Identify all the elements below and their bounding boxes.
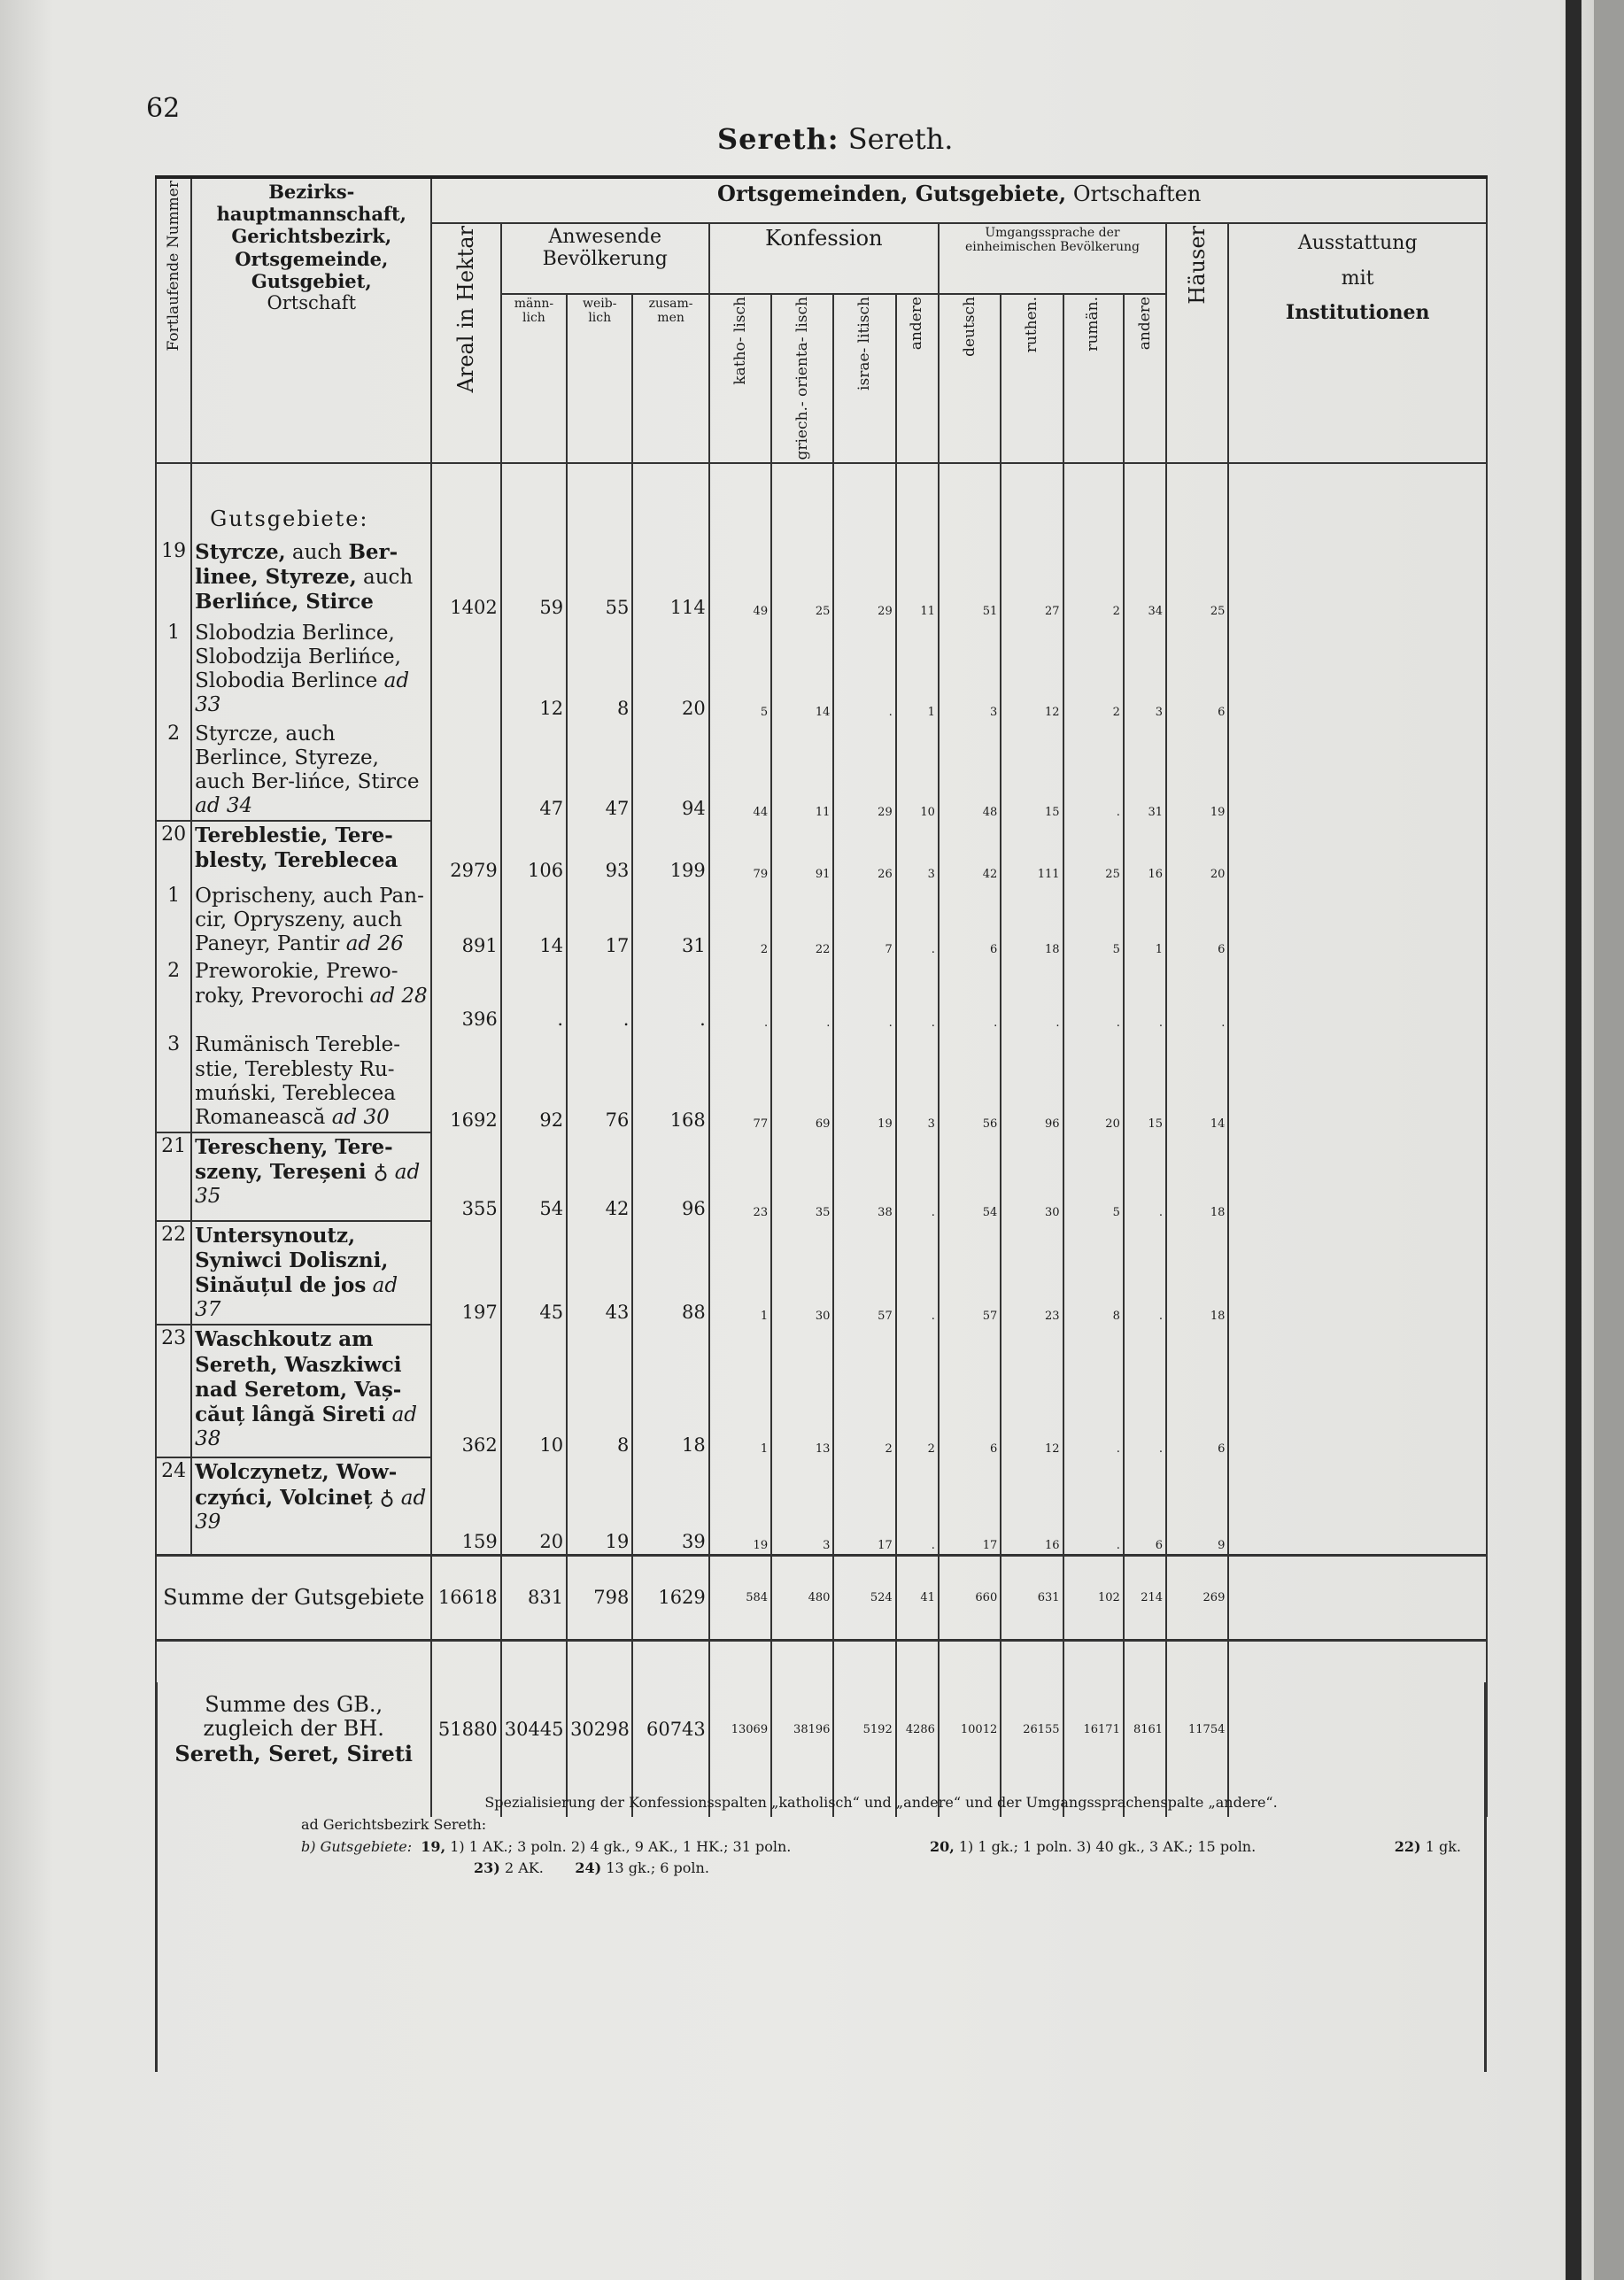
cell-haeuser: 9 [1166,1457,1228,1555]
cell-zusammen: 96 [632,1132,708,1221]
cell-weiblich: 19 [567,1457,632,1555]
page-title-bold: Sereth: [717,122,839,156]
cell-maennlich: 30445 [501,1640,567,1817]
col-rumaen-header: rumän. [1063,294,1124,463]
sum-gutsgebiete-label: Summe der Gutsgebiete [156,1555,431,1640]
cell-areal: 355 [431,1132,500,1221]
cell-maennlich: 14 [501,883,567,958]
cell-maennlich: 106 [501,821,567,883]
cell-haeuser: . [1166,958,1228,1032]
cell-israelitisch: 19 [833,1032,895,1132]
cell-ruthen: 96 [1001,1032,1063,1132]
row-number: 2 [156,958,191,1032]
row-number: 1 [156,883,191,958]
cell-zusammen: 199 [632,821,708,883]
cell-ausstattung [1228,1325,1487,1457]
cell-areal: 16618 [431,1555,500,1640]
cell-areal [431,721,500,822]
row-name: Oprischeny, auch Pan-cir, Opryszeny, auch Paneyr, Pantir ad 26 [191,883,431,958]
cell-griechisch: 14 [771,620,833,721]
row-name: Slobodzia Berlince, Slobodzija Berlińce, Slobodia Berlince ad 33 [191,620,431,721]
col-areal-header: Areal in Hektar [431,223,500,463]
cell-andere-sprache: 15 [1124,1032,1166,1132]
cell-griechisch: 3 [771,1457,833,1555]
cell-weiblich: 43 [567,1221,632,1325]
row-name: Terescheny, Tere-szeny, Tereșeni ♁ ad 35 [191,1132,431,1221]
cell-israelitisch: 7 [833,883,895,958]
row-name: Rumänisch Tereble-stie, Tereblesty Ru-muński, Tereblecea Romanească ad 30 [191,1032,431,1132]
konfession-header: Konfession [709,223,939,294]
cell-rumaen: 102 [1063,1555,1124,1640]
cell-ruthen: 27 [1001,538,1063,620]
statistics-table [155,175,1488,1817]
cell-areal [431,620,500,721]
cell-katholisch: 584 [709,1555,771,1640]
cell-deutsch: 54 [939,1132,1001,1221]
footnote-line1: Spezialisierung der Konfessionsspalten „katholisch“ und „andere“ und der Umgangssprachenspalte „andere“. [484,1794,1278,1811]
col-weiblich-header: weib- lich [567,294,632,463]
cell-israelitisch: 5192 [833,1640,895,1817]
cell-maennlich: 47 [501,721,567,822]
cell-areal: 51880 [431,1640,500,1817]
cell-haeuser: 6 [1166,620,1228,721]
group-label: Gutsgebiete: [191,463,431,538]
row-name: Styrcze, auch Ber-linee, Styreze, auch Berlińce, Stirce [191,538,431,620]
cell-deutsch: 17 [939,1457,1001,1555]
cell-deutsch: 10012 [939,1640,1001,1817]
table-row [156,1132,1487,1221]
cell-andere-sprache: 8161 [1124,1640,1166,1817]
cell-deutsch: . [939,958,1001,1032]
row-number: 19 [156,538,191,620]
cell-maennlich: 831 [501,1555,567,1640]
col-ausstattung-header: Ausstattung mit Institutionen [1228,223,1487,463]
cell-zusammen: 88 [632,1221,708,1325]
cell-andere-sprache: 16 [1124,821,1166,883]
col-griechisch-header: griech.- orienta- lisch [771,294,833,463]
cell-deutsch: 3 [939,620,1001,721]
cell-andere-konf: . [896,1221,939,1325]
cell-andere-sprache: 31 [1124,721,1166,822]
table-row [156,1325,1487,1457]
cell-ruthen: 111 [1001,821,1063,883]
cell-ruthen: . [1001,958,1063,1032]
table-row [156,1032,1487,1132]
footnote-row: b) Gutsgebiete: 19, 1) 1 AK.; 3 poln. 2) 4 gk., 9 AK., 1 HK.; 31 poln. 20, 1) 1 gk.; 1 poln. 3) 40 gk., 3 AK.; 15 poln. 22) 1 gk. [301,1837,1461,1855]
cell-weiblich: 55 [567,538,632,620]
cell-andere-konf: 3 [896,1032,939,1132]
cell-zusammen: 94 [632,721,708,822]
cell-ausstattung [1228,538,1487,620]
cell-katholisch: 44 [709,721,771,822]
cell-andere-konf: 41 [896,1555,939,1640]
row-number: 24 [156,1457,191,1555]
cell-griechisch: 22 [771,883,833,958]
cell-maennlich: . [501,958,567,1032]
row-name: Waschkoutz am Sereth, Waszkiwci nad Seretom, Vaș-căuț lângă Sireti ad 38 [191,1325,431,1457]
cell-andere-konf: . [896,883,939,958]
row-name: Styrcze, auch Berlince, Styreze, auch Ber-lińce, Stirce ad 34 [191,721,431,822]
cell-haeuser: 18 [1166,1221,1228,1325]
table-row [156,1457,1487,1555]
cell-andere-sprache: . [1124,1132,1166,1221]
cell-maennlich: 10 [501,1325,567,1457]
cell-israelitisch: 38 [833,1132,895,1221]
cell-areal: 396 [431,958,500,1032]
cell-katholisch: 13069 [709,1640,771,1817]
table-row [156,538,1487,620]
cell-griechisch: 30 [771,1221,833,1325]
col-katholisch-header: katho- lisch [709,294,771,463]
cell-ruthen: 12 [1001,620,1063,721]
ortsgemeinden-header: Ortsgemeinden, Gutsgebiete, Ortschaften [431,177,1487,223]
cell-haeuser: 11754 [1166,1640,1228,1817]
cell-haeuser: 6 [1166,883,1228,958]
row-name: Untersynoutz, Syniwci Doliszni, Sinăuțul de jos ad 37 [191,1221,431,1325]
cell-rumaen: 8 [1063,1221,1124,1325]
cell-rumaen: 20 [1063,1032,1124,1132]
cell-ausstattung [1228,620,1487,721]
group-label-row [156,463,1487,538]
cell-zusammen: 168 [632,1032,708,1132]
cell-weiblich: 8 [567,620,632,721]
page-title-plain: Sereth. [847,122,954,156]
cell-weiblich: 8 [567,1325,632,1457]
cell-ruthen: 26155 [1001,1640,1063,1817]
table-row [156,821,1487,883]
cell-israelitisch: . [833,620,895,721]
cell-maennlich: 92 [501,1032,567,1132]
cell-andere-konf: 10 [896,721,939,822]
cell-griechisch: 25 [771,538,833,620]
cell-andere-sprache: 3 [1124,620,1166,721]
cell-andere-sprache: . [1124,1325,1166,1457]
cell-rumaen: . [1063,1457,1124,1555]
cell-zusammen: 20 [632,620,708,721]
cell-ruthen: 16 [1001,1457,1063,1555]
table-row [156,721,1487,822]
cell-israelitisch: 57 [833,1221,895,1325]
cell-maennlich: 45 [501,1221,567,1325]
cell-maennlich: 12 [501,620,567,721]
table-row [156,958,1487,1032]
row-number: 21 [156,1132,191,1221]
cell-israelitisch: 2 [833,1325,895,1457]
cell-weiblich: 42 [567,1132,632,1221]
page-margin-shadow [1594,0,1624,2280]
cell-ausstattung [1228,1221,1487,1325]
footnote-line2: ad Gerichtsbezirk Sereth: [301,1815,487,1833]
cell-andere-konf: 3 [896,821,939,883]
cell-ruthen: 23 [1001,1221,1063,1325]
cell-andere-sprache: 1 [1124,883,1166,958]
row-number: 22 [156,1221,191,1325]
cell-rumaen: 2 [1063,620,1124,721]
frame-right-line [1484,1682,1487,2072]
cell-weiblich: 47 [567,721,632,822]
cell-andere-konf: 4286 [896,1640,939,1817]
cell-rumaen: 16171 [1063,1640,1124,1817]
cell-ruthen: 18 [1001,883,1063,958]
cell-griechisch: 13 [771,1325,833,1457]
cell-haeuser: 269 [1166,1555,1228,1640]
table-row [156,620,1487,721]
col-andere-konf-header: andere [896,294,939,463]
cell-andere-konf: 1 [896,620,939,721]
cell-ausstattung [1228,1032,1487,1132]
cell-ausstattung [1228,1555,1487,1640]
cell-katholisch: 5 [709,620,771,721]
col-bezirk-header: Bezirks- hauptmannschaft, Gerichtsbezirk, Ortsgemeinde, Gutsgebiet, Ortschaft [191,177,431,463]
col-maennlich-header: männ- lich [501,294,567,463]
cell-andere-sprache: 34 [1124,538,1166,620]
cell-israelitisch: 26 [833,821,895,883]
cell-andere-konf: . [896,958,939,1032]
row-number: 20 [156,821,191,883]
cell-ruthen: 30 [1001,1132,1063,1221]
cell-israelitisch: 524 [833,1555,895,1640]
cell-israelitisch: 17 [833,1457,895,1555]
cell-andere-sprache: 6 [1124,1457,1166,1555]
cell-deutsch: 57 [939,1221,1001,1325]
row-number: 23 [156,1325,191,1457]
footnote-row2: 23) 2 AK. 24) 13 gk.; 6 poln. [474,1859,709,1877]
cell-rumaen: 5 [1063,1132,1124,1221]
cell-rumaen: . [1063,721,1124,822]
col-israelitisch-header: israe- litisch [833,294,895,463]
cell-ruthen: 631 [1001,1555,1063,1640]
cell-deutsch: 51 [939,538,1001,620]
cell-weiblich: 93 [567,821,632,883]
cell-katholisch: 23 [709,1132,771,1221]
cell-areal: 2979 [431,821,500,883]
cell-haeuser: 25 [1166,538,1228,620]
cell-ausstattung [1228,721,1487,822]
cell-andere-sprache: . [1124,1221,1166,1325]
cell-deutsch: 56 [939,1032,1001,1132]
cell-griechisch: 11 [771,721,833,822]
cell-griechisch: 480 [771,1555,833,1640]
sum-gutsgebiete-row [156,1555,1487,1640]
cell-zusammen: 60743 [632,1640,708,1817]
cell-ruthen: 12 [1001,1325,1063,1457]
cell-maennlich: 54 [501,1132,567,1221]
cell-ausstattung [1228,1457,1487,1555]
col-ruthen-header: ruthen. [1001,294,1063,463]
row-number: 2 [156,721,191,822]
cell-andere-sprache: . [1124,958,1166,1032]
cell-katholisch: 2 [709,883,771,958]
cell-israelitisch: 29 [833,721,895,822]
cell-weiblich: 76 [567,1032,632,1132]
cell-griechisch: 91 [771,821,833,883]
cell-griechisch: 69 [771,1032,833,1132]
cell-weiblich: 17 [567,883,632,958]
cell-israelitisch: . [833,958,895,1032]
umgangssprache-header: Umgangssprache der einheimischen Bevölkerung [939,223,1166,294]
cell-andere-konf: . [896,1457,939,1555]
cell-areal: 362 [431,1325,500,1457]
cell-weiblich: 798 [567,1555,632,1640]
cell-haeuser: 18 [1166,1132,1228,1221]
cell-deutsch: 660 [939,1555,1001,1640]
frame-left-line [155,1682,158,2072]
cell-zusammen: . [632,958,708,1032]
cell-zusammen: 114 [632,538,708,620]
cell-maennlich: 59 [501,538,567,620]
col-haeuser-header: Häuser [1166,223,1228,463]
cell-weiblich: 30298 [567,1640,632,1817]
cell-areal: 1692 [431,1032,500,1132]
cell-areal: 1402 [431,538,500,620]
cell-deutsch: 48 [939,721,1001,822]
col-andere-sprache-header: andere [1124,294,1166,463]
cell-haeuser: 6 [1166,1325,1228,1457]
cell-deutsch: 42 [939,821,1001,883]
table-row [156,883,1487,958]
cell-katholisch: 19 [709,1457,771,1555]
col-nummer-header: Fortlaufende Nummer [156,177,191,463]
cell-rumaen: . [1063,958,1124,1032]
anwesende-header: Anwesende Bevölkerung [501,223,709,294]
cell-weiblich: . [567,958,632,1032]
table-row [156,1221,1487,1325]
cell-katholisch: . [709,958,771,1032]
cell-maennlich: 20 [501,1457,567,1555]
cell-ausstattung [1228,821,1487,883]
cell-katholisch: 79 [709,821,771,883]
cell-ruthen: 15 [1001,721,1063,822]
footnote [301,1792,1461,1880]
sum-total-label: Summe des GB., zugleich der BH. Sereth, Seret, Sireti [156,1640,431,1817]
sum-total-row [156,1640,1487,1817]
cell-rumaen: 2 [1063,538,1124,620]
page-number: 62 [146,93,181,124]
col-zusammen-header: zusam- men [632,294,708,463]
cell-deutsch: 6 [939,883,1001,958]
cell-griechisch: 35 [771,1132,833,1221]
cell-andere-konf: . [896,1132,939,1221]
cell-ausstattung [1228,958,1487,1032]
page-title [717,122,953,156]
row-number: 1 [156,620,191,721]
cell-katholisch: 1 [709,1221,771,1325]
cell-andere-konf: 2 [896,1325,939,1457]
cell-haeuser: 20 [1166,821,1228,883]
cell-deutsch: 6 [939,1325,1001,1457]
cell-ausstattung [1228,883,1487,958]
cell-katholisch: 77 [709,1032,771,1132]
binding-edge [1566,0,1581,2280]
cell-zusammen: 39 [632,1457,708,1555]
cell-ausstattung [1228,1640,1487,1817]
col-deutsch-header: deutsch [939,294,1001,463]
row-number: 3 [156,1032,191,1132]
row-name: Preworokie, Prewo-roky, Prevorochi ad 28 [191,958,431,1032]
row-name: Wolczynetz, Wow-czyńci, Volcineț ♁ ad 39 [191,1457,431,1555]
row-name: Tereblestie, Tere-blesty, Tereblecea [191,821,431,883]
cell-haeuser: 19 [1166,721,1228,822]
cell-zusammen: 31 [632,883,708,958]
cell-zusammen: 18 [632,1325,708,1457]
cell-andere-konf: 11 [896,538,939,620]
cell-areal: 197 [431,1221,500,1325]
cell-griechisch: . [771,958,833,1032]
cell-haeuser: 14 [1166,1032,1228,1132]
cell-rumaen: . [1063,1325,1124,1457]
cell-andere-sprache: 214 [1124,1555,1166,1640]
cell-israelitisch: 29 [833,538,895,620]
cell-zusammen: 1629 [632,1555,708,1640]
cell-katholisch: 1 [709,1325,771,1457]
cell-areal: 891 [431,883,500,958]
cell-katholisch: 49 [709,538,771,620]
cell-rumaen: 5 [1063,883,1124,958]
cell-ausstattung [1228,1132,1487,1221]
cell-rumaen: 25 [1063,821,1124,883]
cell-areal: 159 [431,1457,500,1555]
cell-griechisch: 38196 [771,1640,833,1817]
